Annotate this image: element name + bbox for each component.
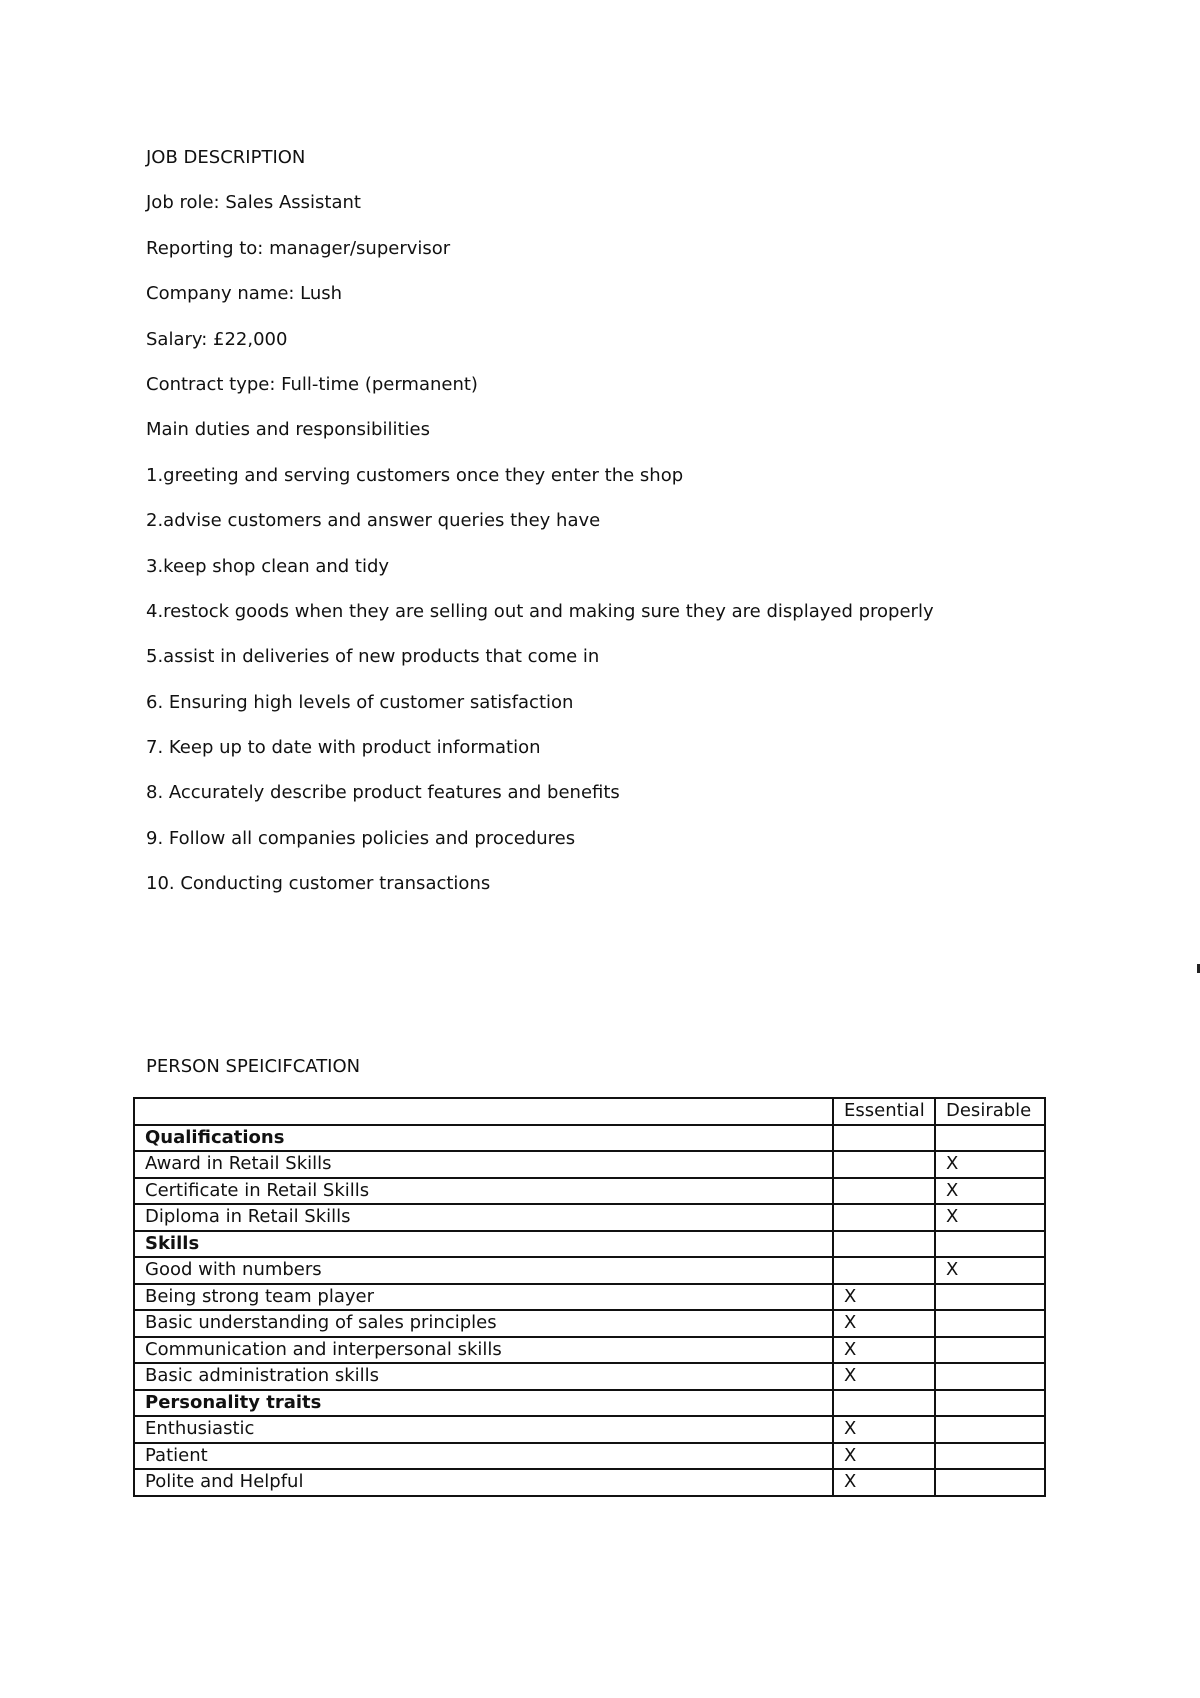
salary: Salary: £22,000 <box>146 328 288 350</box>
essential-cell <box>833 1125 935 1152</box>
table-row <box>134 1443 1045 1470</box>
header-desirable: Desirable <box>935 1098 1045 1125</box>
company-name: Company name: Lush <box>146 283 343 305</box>
criterion-label: Basic understanding of sales principles <box>134 1310 833 1337</box>
duty-item: 7. Keep up to date with product information <box>146 737 541 759</box>
section-row <box>134 1231 1045 1258</box>
job-description-section <box>146 147 934 919</box>
criterion-label: Polite and Helpful <box>134 1469 833 1496</box>
desirable-cell: X <box>935 1178 1045 1205</box>
duty-item: 10. Conducting customer transactions <box>146 873 491 895</box>
criterion-label: Patient <box>134 1443 833 1470</box>
criterion-label: Award in Retail Skills <box>134 1151 833 1178</box>
header-essential: Essential <box>833 1098 935 1125</box>
essential-cell: X <box>833 1363 935 1390</box>
criterion-label: Good with numbers <box>134 1257 833 1284</box>
table-row <box>134 1178 1045 1205</box>
duty-item: 3.keep shop clean and tidy <box>146 555 390 577</box>
desirable-cell <box>935 1125 1045 1152</box>
desirable-cell <box>935 1469 1045 1496</box>
section-label: Qualifications <box>134 1125 833 1152</box>
essential-cell: X <box>833 1284 935 1311</box>
table-row <box>134 1416 1045 1443</box>
essential-cell <box>833 1178 935 1205</box>
table-row <box>134 1257 1045 1284</box>
table-header-row <box>134 1098 1045 1125</box>
essential-cell: X <box>833 1337 935 1364</box>
table-row <box>134 1204 1045 1231</box>
section-label: Personality traits <box>134 1390 833 1417</box>
reporting-to: Reporting to: manager/supervisor <box>146 237 451 259</box>
essential-cell <box>833 1257 935 1284</box>
table-row <box>134 1337 1045 1364</box>
desirable-cell <box>935 1231 1045 1258</box>
duty-item: 6. Ensuring high levels of customer satisfaction <box>146 691 574 713</box>
section-row <box>134 1390 1045 1417</box>
contract-type: Contract type: Full-time (permanent) <box>146 373 478 395</box>
criterion-label: Being strong team player <box>134 1284 833 1311</box>
desirable-cell <box>935 1443 1045 1470</box>
desirable-cell <box>935 1416 1045 1443</box>
essential-cell <box>833 1231 935 1258</box>
duty-item: 5.assist in deliveries of new products that come in <box>146 646 600 668</box>
essential-cell: X <box>833 1310 935 1337</box>
person-specification-heading: PERSON SPEICIFCATION <box>146 1056 361 1077</box>
essential-cell: X <box>833 1416 935 1443</box>
essential-cell <box>833 1151 935 1178</box>
desirable-cell <box>935 1284 1045 1311</box>
criterion-label: Certificate in Retail Skills <box>134 1178 833 1205</box>
essential-cell: X <box>833 1469 935 1496</box>
desirable-cell <box>935 1310 1045 1337</box>
desirable-cell <box>935 1337 1045 1364</box>
criterion-label: Enthusiastic <box>134 1416 833 1443</box>
table-row <box>134 1310 1045 1337</box>
desirable-cell: X <box>935 1204 1045 1231</box>
desirable-cell: X <box>935 1151 1045 1178</box>
duties-heading: Main duties and responsibilities <box>146 419 430 441</box>
duty-item: 1.greeting and serving customers once they enter the shop <box>146 464 684 486</box>
criterion-label: Communication and interpersonal skills <box>134 1337 833 1364</box>
person-specification-table <box>133 1097 1046 1497</box>
job-role: Job role: Sales Assistant <box>146 192 361 214</box>
header-label-cell <box>134 1098 833 1125</box>
section-row <box>134 1125 1045 1152</box>
table-row <box>134 1284 1045 1311</box>
desirable-cell: X <box>935 1257 1045 1284</box>
desirable-cell <box>935 1390 1045 1417</box>
essential-cell: X <box>833 1443 935 1470</box>
criterion-label: Basic administration skills <box>134 1363 833 1390</box>
table-row <box>134 1469 1045 1496</box>
section-label: Skills <box>134 1231 833 1258</box>
table-row <box>134 1363 1045 1390</box>
essential-cell <box>833 1390 935 1417</box>
essential-cell <box>833 1204 935 1231</box>
table-row <box>134 1151 1045 1178</box>
duty-item: 8. Accurately describe product features and benefits <box>146 782 620 804</box>
desirable-cell <box>935 1363 1045 1390</box>
criterion-label: Diploma in Retail Skills <box>134 1204 833 1231</box>
duty-item: 2.advise customers and answer queries they have <box>146 510 601 532</box>
duty-item: 9. Follow all companies policies and procedures <box>146 827 576 849</box>
job-description-heading: JOB DESCRIPTION <box>146 147 306 168</box>
duty-item: 4.restock goods when they are selling out and making sure they are displayed properly <box>146 600 934 622</box>
